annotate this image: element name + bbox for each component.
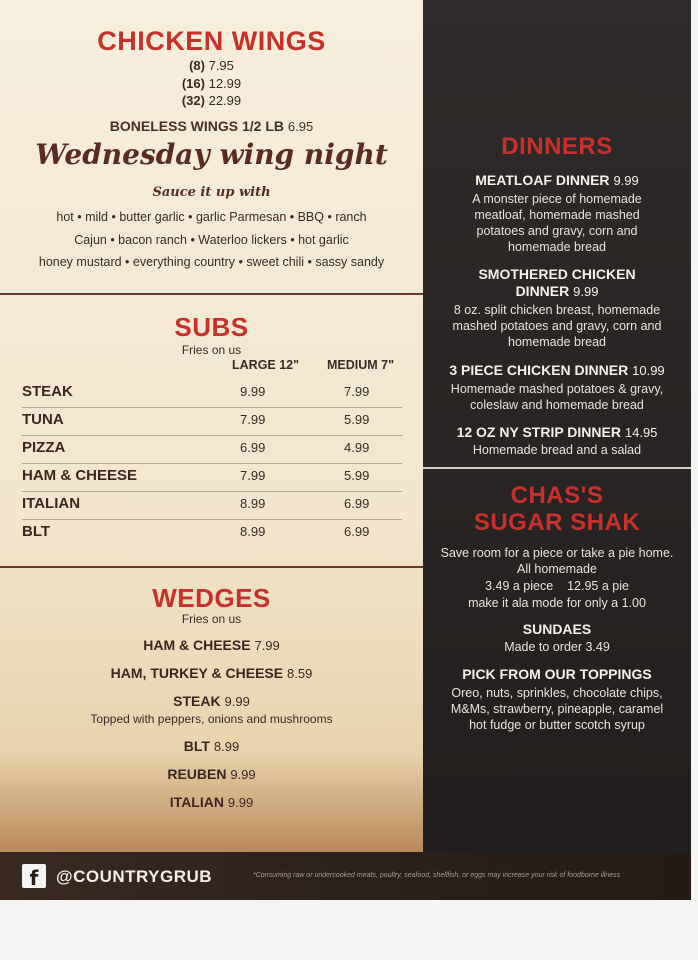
wedges-title: WEDGES <box>152 583 271 613</box>
sub-price-large: 8.99 <box>240 524 266 539</box>
sub-name: BLT <box>22 523 51 540</box>
sundaes-title: SUNDAES <box>522 621 592 637</box>
wedge-steak-desc: Topped with peppers, onions and mushrooms <box>90 712 333 726</box>
sub-price-medium: 5.99 <box>344 412 370 427</box>
sub-row-steak <box>22 379 402 408</box>
wing-price-32: (32) 22.99 <box>181 93 242 108</box>
three-piece-desc-1: Homemade mashed potatoes & gravy, <box>450 382 664 396</box>
sub-name: ITALIAN <box>22 495 81 512</box>
sub-row-blt <box>22 519 402 547</box>
sugar-shak-title: SUGAR SHAK <box>473 509 641 536</box>
smothered-desc-1: 8 oz. split chicken breast, homemade <box>453 303 661 317</box>
dinners-title: DINNERS <box>501 133 613 160</box>
meatloaf-desc-3: potatoes and gravy, corn and <box>476 224 638 238</box>
sub-row-italian <box>22 491 402 520</box>
divider-wings-subs <box>0 293 423 295</box>
sub-price-medium: 5.99 <box>344 468 370 483</box>
sub-name: HAM & CHEESE <box>22 467 138 484</box>
meatloaf-dinner: MEATLOAF DINNER 9.99 <box>475 172 639 188</box>
smothered-chicken-title-1: SMOTHERED CHICKEN <box>478 266 636 282</box>
wedge-ham-turkey-cheese: HAM, TURKEY & CHEESE 8.59 <box>110 665 313 681</box>
footer-bar <box>0 852 691 900</box>
sub-name: PIZZA <box>22 439 66 456</box>
wednesday-wing-night: Wednesday wing night <box>35 138 388 171</box>
sub-price-medium: 6.99 <box>344 496 370 511</box>
sub-price-medium: 4.99 <box>344 440 370 455</box>
sub-price-large: 9.99 <box>240 384 266 399</box>
divider-subs-wedges <box>0 566 423 568</box>
wedge-italian: ITALIAN 9.99 <box>169 794 254 810</box>
wing-price-16: (16) 12.99 <box>181 76 242 91</box>
sub-price-large: 7.99 <box>240 412 266 427</box>
meatloaf-desc-2: meatloaf, homemade mashed <box>474 208 640 222</box>
toppings-line-2: M&Ms, strawberry, pineapple, caramel <box>450 702 664 716</box>
wedge-ham-cheese: HAM & CHEESE 7.99 <box>143 637 280 653</box>
sub-price-medium: 6.99 <box>344 524 370 539</box>
sauce-line-2: Cajun • bacon ranch • Waterloo lickers • hot garlic <box>74 233 349 247</box>
three-piece-chicken-dinner: 3 PIECE CHICKEN DINNER 10.99 <box>449 362 665 378</box>
boneless-wings: BONELESS WINGS 1/2 LB 6.95 <box>109 118 314 134</box>
sauce-line-3: honey mustard • everything country • sweet chili • sassy sandy <box>38 255 385 269</box>
meatloaf-desc-1: A monster piece of homemade <box>472 192 642 206</box>
sundaes-line: Made to order 3.49 <box>504 640 610 654</box>
facebook-icon[interactable]: f <box>22 864 46 888</box>
sub-price-large: 6.99 <box>240 440 266 455</box>
sauce-heading: Sauce it up with <box>152 185 271 200</box>
sub-price-large: 8.99 <box>240 496 266 511</box>
col-medium: MEDIUM 7" <box>327 358 395 372</box>
meatloaf-desc-4: homemade bread <box>508 240 606 254</box>
wing-price-8: (8) 7.95 <box>189 58 234 73</box>
col-large: LARGE 12" <box>232 358 300 372</box>
sub-name: TUNA <box>22 411 64 428</box>
chas-title: CHAS'S <box>510 482 604 509</box>
toppings-title: PICK FROM OUR TOPPINGS <box>462 666 652 682</box>
sauce-line-1: hot • mild • butter garlic • garlic Parmesan • BBQ • ranch <box>56 210 367 224</box>
social-handle[interactable]: @COUNTRYGRUB <box>56 867 213 886</box>
smothered-chicken-title-2: DINNER 9.99 <box>515 283 599 299</box>
toppings-line-1: Oreo, nuts, sprinkles, chocolate chips, <box>451 686 663 700</box>
sub-row-pizza <box>22 435 402 464</box>
chicken-wings-title: CHICKEN WINGS <box>97 26 326 56</box>
smothered-desc-3: homemade bread <box>508 335 606 349</box>
wedge-reuben: REUBEN 9.99 <box>167 766 256 782</box>
shak-line-4: make it ala mode for only a 1.00 <box>468 596 646 610</box>
sub-row-tuna <box>22 407 402 436</box>
shak-line-2: All homemade <box>517 562 597 576</box>
subs-note: Fries on us <box>181 343 242 357</box>
sub-price-medium: 7.99 <box>344 384 370 399</box>
shak-line-3: 3.49 a piece 12.95 a pie <box>485 579 629 593</box>
shak-line-1: Save room for a piece or take a pie home. <box>440 546 674 560</box>
wedge-blt: BLT 8.99 <box>183 738 240 754</box>
wedges-note: Fries on us <box>181 612 242 626</box>
smothered-desc-2: mashed potatoes and gravy, corn and <box>452 319 662 333</box>
divider-dinners-shak <box>423 467 691 469</box>
toppings-line-3: hot fudge or butter scotch syrup <box>469 718 645 732</box>
sub-name: STEAK <box>22 383 73 400</box>
sub-row-ham-cheese <box>22 463 402 492</box>
wedge-steak: STEAK 9.99 <box>173 693 250 709</box>
three-piece-desc-2: coleslaw and homemade bread <box>470 398 644 412</box>
subs-title: SUBS <box>174 312 249 342</box>
ny-strip-dinner: 12 OZ NY STRIP DINNER 14.95 <box>456 424 658 440</box>
ny-strip-desc: Homemade bread and a salad <box>472 443 642 457</box>
sub-price-large: 7.99 <box>240 468 266 483</box>
food-safety-disclaimer: *Consuming raw or undercooked meats, poultry, seafood, shellfish, or eggs may increase your risk of foodborne illness <box>253 872 621 879</box>
